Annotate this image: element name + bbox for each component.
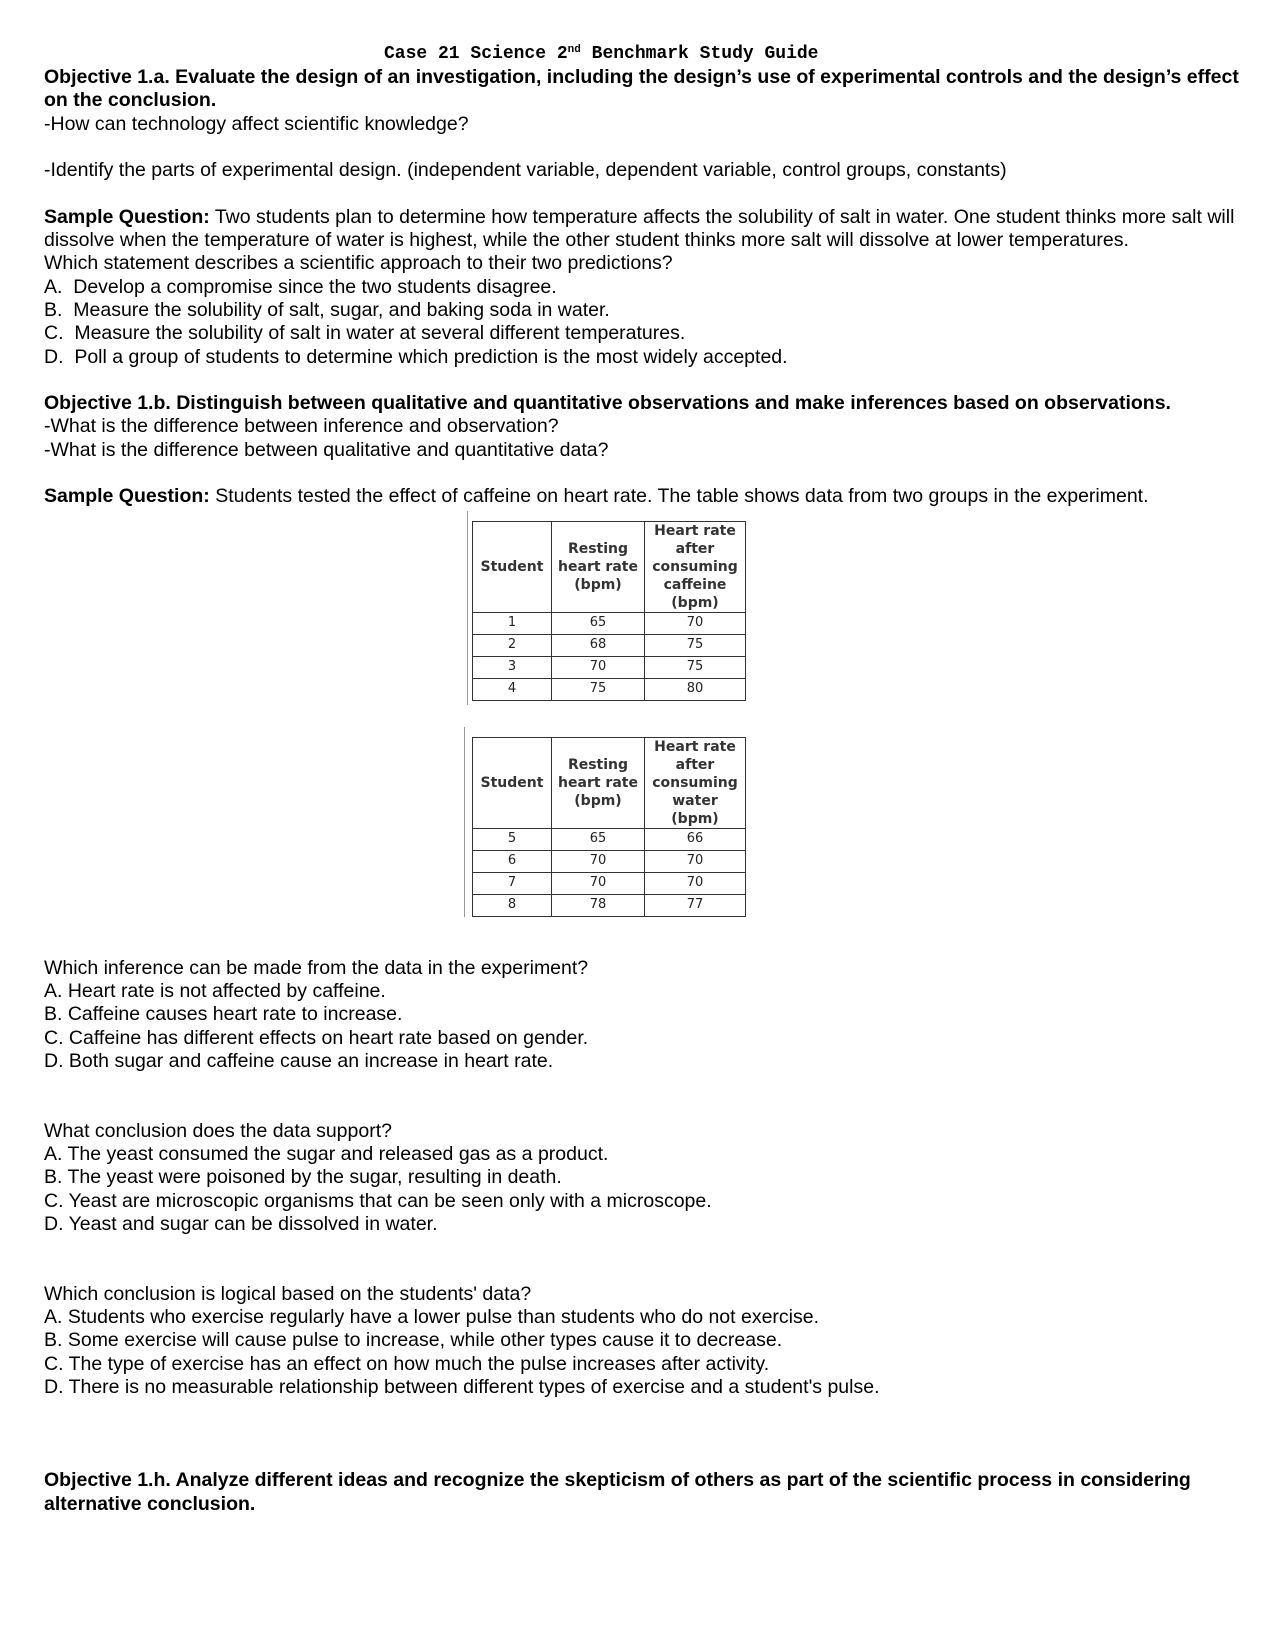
sample-question-label: Sample Question: <box>44 205 210 228</box>
cell: 70 <box>552 656 645 678</box>
cell: 77 <box>645 894 746 916</box>
document-title <box>44 42 1244 66</box>
objective-1b-question-1: -What is the difference between inference and observation? <box>44 415 559 438</box>
header-resting: Resting heart rate (bpm) <box>552 737 645 828</box>
table-row <box>473 634 746 656</box>
title-rest: Benchmark Study Guide <box>580 44 819 64</box>
title-main: Case 21 Science 2 <box>384 44 568 64</box>
sample-question-1b <box>44 485 1244 508</box>
cell: 80 <box>645 678 746 700</box>
cell: 1 <box>473 612 552 634</box>
cell: 70 <box>645 612 746 634</box>
objective-1a-heading: Objective 1.a. Evaluate the design of an investigation, including the design’s use of experimental controls and the design’s effect on the conclusion. <box>44 66 1239 112</box>
header-student: Student <box>473 521 552 612</box>
table-row <box>473 656 746 678</box>
cell: 7 <box>473 872 552 894</box>
header-resting: Resting heart rate (bpm) <box>552 521 645 612</box>
cell: 75 <box>645 656 746 678</box>
cell: 6 <box>473 850 552 872</box>
option-c: C. Yeast are microscopic organisms that can be seen only with a microscope. <box>44 1189 712 1212</box>
table-row <box>473 850 746 872</box>
yeast-conclusion-question: What conclusion does the data support? <box>44 1119 392 1142</box>
sample-question-label: Sample Question: <box>44 485 210 508</box>
option-c: C. Caffeine has different effects on heart rate based on gender. <box>44 1026 589 1049</box>
cell: 70 <box>552 850 645 872</box>
option-a: A. Develop a compromise since the two students disagree. <box>44 275 557 298</box>
objective-1b-heading: Objective 1.b. Distinguish between qualitative and quantitative observations and make inferences based on observations. <box>44 392 1171 415</box>
header-after: Heart rate after consuming caffeine (bpm) <box>645 521 746 612</box>
cell: 66 <box>645 828 746 850</box>
cell: 70 <box>552 872 645 894</box>
cell: 75 <box>552 678 645 700</box>
cell: 65 <box>552 612 645 634</box>
cell: 5 <box>473 828 552 850</box>
objective-1a-question-1: -How can technology affect scientific knowledge? <box>44 112 469 135</box>
table-row <box>473 828 746 850</box>
cell: 65 <box>552 828 645 850</box>
option-a: A. Heart rate is not affected by caffeine. <box>44 979 386 1002</box>
option-b: B. Caffeine causes heart rate to increase. <box>44 1003 403 1026</box>
option-b: B. Some exercise will cause pulse to increase, while other types cause it to decrease. <box>44 1329 783 1352</box>
cell: 78 <box>552 894 645 916</box>
option-d: D. There is no measurable relationship between different types of exercise and a student's pulse. <box>44 1375 880 1398</box>
option-c: C. Measure the solubility of salt in water at several different temperatures. <box>44 322 686 345</box>
cell: 70 <box>645 850 746 872</box>
option-d: D. Both sugar and caffeine cause an increase in heart rate. <box>44 1049 554 1072</box>
option-c: C. The type of exercise has an effect on how much the pulse increases after activity. <box>44 1352 770 1375</box>
cell: 70 <box>645 872 746 894</box>
cell: 3 <box>473 656 552 678</box>
table-row <box>473 612 746 634</box>
option-b: B. The yeast were poisoned by the sugar, resulting in death. <box>44 1166 562 1189</box>
option-b: B. Measure the solubility of salt, sugar, and baking soda in water. <box>44 298 610 321</box>
objective-1h-heading: Objective 1.h. Analyze different ideas and recognize the skepticism of others as part of the scientific process in considering alternative conclusion. <box>44 1469 1191 1515</box>
heart-rate-tables <box>44 509 1244 957</box>
header-after: Heart rate after consuming water (bpm) <box>645 737 746 828</box>
header-student: Student <box>473 737 552 828</box>
cell: 2 <box>473 634 552 656</box>
sample-question-text: Two students plan to determine how temperature affects the solubility of salt in water. One student thinks more salt will dissolve when the temperature of water is highest, while the other student thinks more salt will dissolve at lower temperatures. <box>44 205 1235 252</box>
objective-1b-question-2: -What is the difference between qualitative and quantitative data? <box>44 438 609 461</box>
cell: 75 <box>645 634 746 656</box>
inference-question: Which inference can be made from the data in the experiment? <box>44 956 589 979</box>
option-d: D. Yeast and sugar can be dissolved in water. <box>44 1212 438 1235</box>
option-a: A. Students who exercise regularly have a lower pulse than students who do not exercise. <box>44 1306 820 1329</box>
option-d: D. Poll a group of students to determine which prediction is the most widely accepted. <box>44 345 788 368</box>
sample-question-text: Students tested the effect of caffeine on heart rate. The table shows data from two groups in the experiment. <box>209 485 1149 508</box>
study-guide-page <box>44 42 1244 1516</box>
cell: 8 <box>473 894 552 916</box>
table-row <box>473 872 746 894</box>
water-table <box>472 737 746 917</box>
sample-question-prompt: Which statement describes a scientific approach to their two predictions? <box>44 252 673 275</box>
objective-1a-question-2: -Identify the parts of experimental design. (independent variable, dependent variable, control groups, constants) <box>44 159 1007 182</box>
option-a: A. The yeast consumed the sugar and released gas as a product. <box>44 1143 609 1166</box>
caffeine-table <box>472 521 746 701</box>
title-sup: nd <box>567 44 581 56</box>
sample-question-1a <box>44 206 1244 253</box>
cell: 4 <box>473 678 552 700</box>
table-row <box>473 678 746 700</box>
exercise-conclusion-question: Which conclusion is logical based on the students' data? <box>44 1282 532 1305</box>
table-row <box>473 894 746 916</box>
cell: 68 <box>552 634 645 656</box>
